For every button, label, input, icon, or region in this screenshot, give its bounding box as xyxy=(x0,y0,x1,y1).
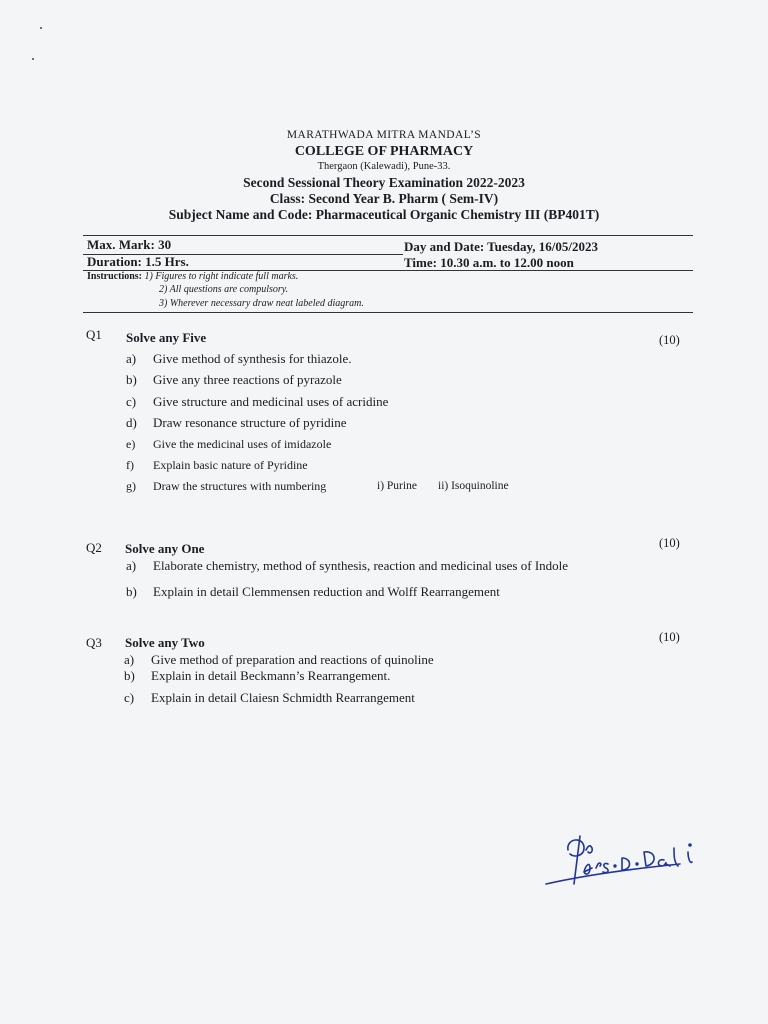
item-subpart: i) Purine xyxy=(377,480,417,492)
instruction-2: 2) All questions are compulsory. xyxy=(159,284,289,295)
question-marks: (10) xyxy=(659,630,680,644)
item-letter: a) xyxy=(126,558,137,573)
scan-speck xyxy=(40,27,42,29)
item-letter: a) xyxy=(126,351,137,366)
signature xyxy=(540,828,710,898)
item-subpart: ii) Isoquinoline xyxy=(438,480,509,492)
question-heading: Solve any Two xyxy=(125,635,205,650)
subject-line: Subject Name and Code: Pharmaceutical Organic Chemistry III (BP401T) xyxy=(168,207,600,222)
item-text: Give the medicinal uses of imidazole xyxy=(153,437,332,451)
college-name: COLLEGE OF PHARMACY xyxy=(294,144,474,159)
item-letter: g) xyxy=(126,479,136,493)
instruction-1 xyxy=(87,271,298,282)
instruction-3: 3) Wherever necessary draw neat labeled diagram. xyxy=(159,298,364,309)
question-marks: (10) xyxy=(659,536,680,550)
instructions-label: Instructions: xyxy=(87,271,143,282)
item-text: Draw the structures with numbering xyxy=(153,479,327,493)
question-number: Q1 xyxy=(86,327,102,342)
item-text: Elaborate chemistry, method of synthesis, reaction and medicinal uses of Indole xyxy=(153,558,569,573)
question-marks: (10) xyxy=(659,333,680,347)
max-mark: Max. Mark: 30 xyxy=(87,237,172,252)
exam-time: Time: 10.30 a.m. to 12.00 noon xyxy=(404,255,574,270)
question-number: Q3 xyxy=(86,635,102,650)
item-letter: f) xyxy=(126,458,134,472)
item-letter: c) xyxy=(126,394,137,409)
item-text: Give any three reactions of pyrazole xyxy=(153,372,342,387)
institution-name: MARATHWADA MITRA MANDAL’S xyxy=(286,129,482,141)
class-line: Class: Second Year B. Pharm ( Sem-IV) xyxy=(269,191,499,206)
item-letter: b) xyxy=(126,372,137,387)
question-number: Q2 xyxy=(86,540,102,555)
item-text: Draw resonance structure of pyridine xyxy=(153,415,347,430)
scan-speck xyxy=(32,58,34,60)
item-text: Explain in detail Claiesn Schmidth Rearrangement xyxy=(151,690,415,705)
item-letter: d) xyxy=(126,415,137,430)
item-text: Give structure and medicinal uses of acridine xyxy=(153,394,389,409)
college-address: Thergaon (Kalewadi), Pune-33. xyxy=(317,161,451,172)
divider xyxy=(83,235,693,236)
item-letter: b) xyxy=(124,668,135,683)
item-text: Explain in detail Clemmensen reduction and Wolff Rearrangement xyxy=(153,584,500,599)
item-letter: b) xyxy=(126,584,137,599)
item-text: Give method of preparation and reactions of quinoline xyxy=(151,652,434,667)
duration: Duration: 1.5 Hrs. xyxy=(87,254,189,269)
item-text: Explain in detail Beckmann’s Rearrangement. xyxy=(151,668,391,683)
divider xyxy=(83,312,693,313)
item-letter: a) xyxy=(124,652,135,667)
instruction-text: 1) Figures to right indicate full marks. xyxy=(144,271,299,282)
item-text: Give method of synthesis for thiazole. xyxy=(153,351,352,366)
question-heading: Solve any One xyxy=(125,541,205,556)
item-text: Explain basic nature of Pyridine xyxy=(153,458,308,472)
item-letter: c) xyxy=(124,690,135,705)
question-heading: Solve any Five xyxy=(126,330,207,345)
day-date: Day and Date: Tuesday, 16/05/2023 xyxy=(404,239,598,254)
exam-title: Second Sessional Theory Examination 2022-2023 xyxy=(243,175,525,190)
item-letter: e) xyxy=(126,437,136,451)
